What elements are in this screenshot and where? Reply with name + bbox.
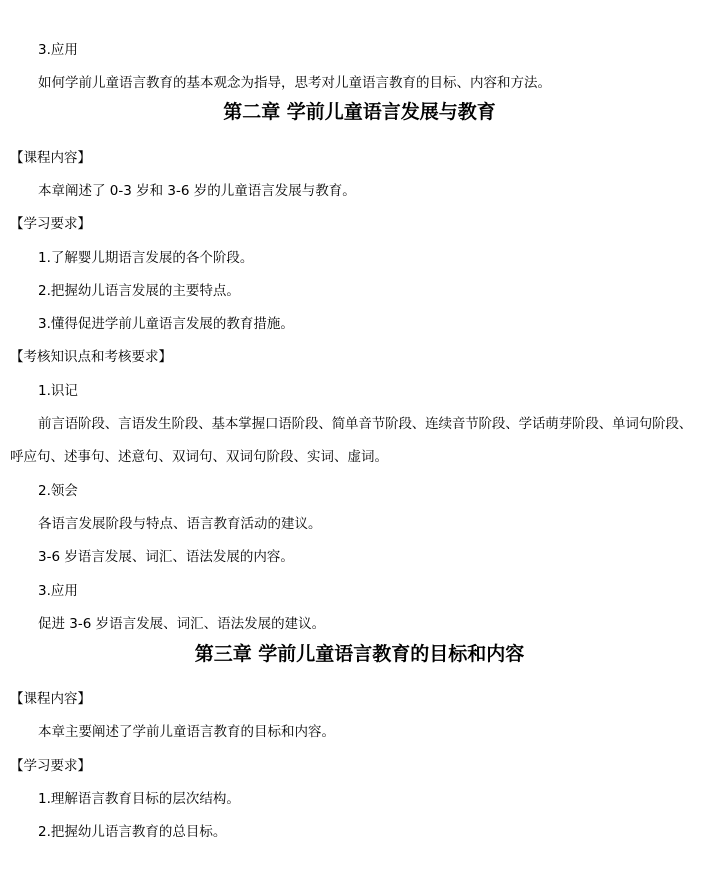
section-heading-assessment: 【考核知识点和考核要求】 [10,349,172,365]
section-heading-requirements: 【学习要求】 [10,216,91,232]
requirement-item: 2.把握幼儿语言教育的总目标。 [38,824,227,840]
requirement-item: 1.理解语言教育目标的层次结构。 [38,791,240,807]
application-heading: 3.应用 [38,42,78,58]
body-paragraph: 如何学前儿童语言教育的基本观念为指导，思考对儿童语言教育的目标、内容和方法。 [38,75,551,91]
chapter-title: 第二章 学前儿童语言发展与教育 [223,101,496,123]
section-heading-requirements: 【学习要求】 [10,758,91,774]
assessment-level-heading: 1.识记 [38,383,78,399]
assessment-level-heading: 3.应用 [38,583,78,599]
body-paragraph: 各语言发展阶段与特点、语言教育活动的建议。 [38,516,322,532]
section-heading-course-content: 【课程内容】 [10,691,91,707]
chapter-title: 第三章 学前儿童语言教育的目标和内容 [194,643,525,665]
requirement-item: 1.了解婴儿期语言发展的各个阶段。 [38,250,254,266]
body-paragraph: 本章主要阐述了学前儿童语言教育的目标和内容。 [38,724,335,740]
body-paragraph: 3-6 岁语言发展、词汇、语法发展的内容。 [38,549,294,565]
body-paragraph: 促进 3-6 岁语言发展、词汇、语法发展的建议。 [38,616,326,632]
assessment-level-heading: 2.领会 [38,483,78,499]
body-paragraph-continued: 呼应句、述事句、述意句、双词句、双词句阶段、实词、虚词。 [10,449,388,465]
requirement-item: 3.懂得促进学前儿童语言发展的教育措施。 [38,316,294,332]
section-heading-course-content: 【课程内容】 [10,150,91,166]
body-paragraph: 前言语阶段、言语发生阶段、基本掌握口语阶段、简单音节阶段、连续音节阶段、学话萌芽阶段、单词句阶段、 [38,416,693,432]
body-paragraph: 本章阐述了 0-3 岁和 3-6 岁的儿童语言发展与教育。 [38,183,356,199]
requirement-item: 2.把握幼儿语言发展的主要特点。 [38,283,240,299]
